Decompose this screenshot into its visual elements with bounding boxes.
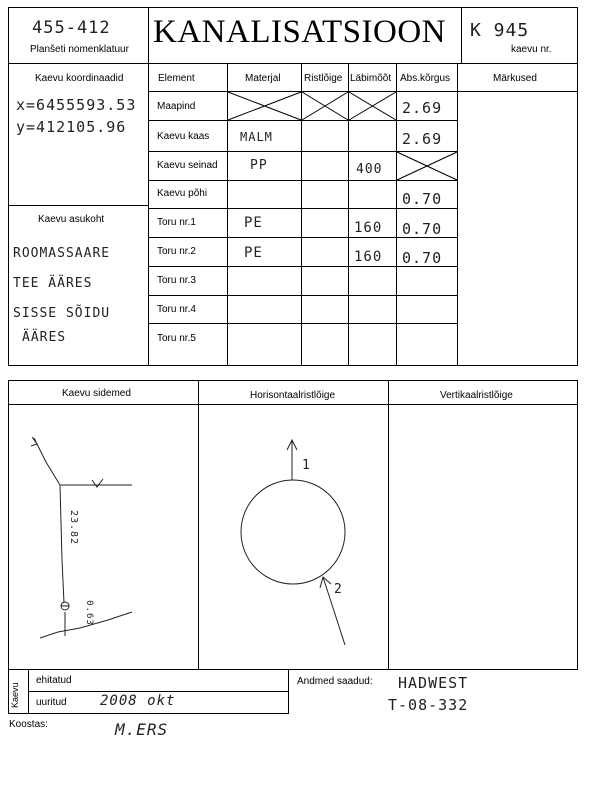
diameter-value: 160 <box>354 249 383 265</box>
well-circle <box>241 480 345 584</box>
location-line-3: SISSE SÕIDU <box>13 306 111 321</box>
material-value: PE <box>244 215 263 231</box>
abs-value: 0.70 <box>402 220 443 238</box>
coord-x: x=6455593.53 <box>16 96 137 114</box>
author-value: M.ERS <box>115 720 169 739</box>
row-element: Maapind <box>157 101 196 112</box>
col-header-notes: Märkused <box>493 73 537 84</box>
well-caption: kaevu nr. <box>511 44 552 55</box>
material-value: MALM <box>240 130 273 144</box>
built-label: ehitatud <box>36 675 72 686</box>
page-title: KANALISATSIOON <box>153 14 446 50</box>
abs-value: 0.70 <box>402 249 443 267</box>
abs-value: 2.69 <box>402 99 443 117</box>
surveyed-label: uuritud <box>36 697 67 708</box>
coord-y: y=412105.96 <box>16 118 127 136</box>
row-element: Kaevu seinad <box>157 160 218 171</box>
col-header-cross: Ristlõige <box>304 73 343 84</box>
col-header-element: Element <box>158 73 195 84</box>
abs-value: 0.70 <box>402 190 443 208</box>
coords-label: Kaevu koordinaadid <box>35 73 124 84</box>
row-element: Toru nr.5 <box>157 333 196 344</box>
surveyed-value: 2008 okt <box>100 693 176 709</box>
location-line-1: ROOMASSAARE <box>13 246 111 261</box>
row-element: Toru nr.2 <box>157 246 196 257</box>
material-value: PE <box>244 245 263 261</box>
well-section <box>241 440 345 645</box>
row-element: Toru nr.1 <box>157 217 196 228</box>
sheet-number: 455-412 <box>32 18 111 38</box>
sheet-caption: Planšeti nomenklatuur <box>30 44 129 55</box>
author-label: Koostas: <box>9 719 48 730</box>
row-element: Toru nr.3 <box>157 275 196 286</box>
material-value: PP <box>250 158 268 173</box>
panel-title-horizontal: Horisontaalristlõige <box>250 390 336 401</box>
row-element: Kaevu põhi <box>157 188 208 199</box>
footer-side-label: Kaevu <box>10 682 20 708</box>
diameter-value: 400 <box>356 162 383 177</box>
distance-1: 23.82 <box>68 509 80 546</box>
location-line-2: TEE ÄÄRES <box>13 276 93 291</box>
location-label: Kaevu asukoht <box>38 214 105 225</box>
ties-sketch <box>31 437 132 638</box>
source-line-1: HADWEST <box>398 674 469 692</box>
location-line-4: ÄÄRES <box>22 330 67 345</box>
distance-2: 0.63 <box>83 600 94 626</box>
well-id: K 945 <box>470 20 530 41</box>
abs-value: 2.69 <box>402 130 443 148</box>
col-header-material: Materjal <box>245 73 281 84</box>
pipe-1-label: 1 <box>302 458 311 473</box>
panel-title-ties: Kaevu sidemed <box>62 388 131 399</box>
diameter-value: 160 <box>354 220 383 236</box>
panel-title-vertical: Vertikaalristlõige <box>440 390 513 401</box>
row-element: Toru nr.4 <box>157 304 196 315</box>
pipe-2-label: 2 <box>334 582 343 597</box>
row-element: Kaevu kaas <box>157 131 210 142</box>
col-header-diameter: Läbimõõt <box>350 73 392 84</box>
col-header-abs: Abs.kõrgus <box>400 73 451 84</box>
source-label: Andmed saadud: <box>297 676 373 687</box>
source-line-2: T-08-332 <box>388 696 469 714</box>
